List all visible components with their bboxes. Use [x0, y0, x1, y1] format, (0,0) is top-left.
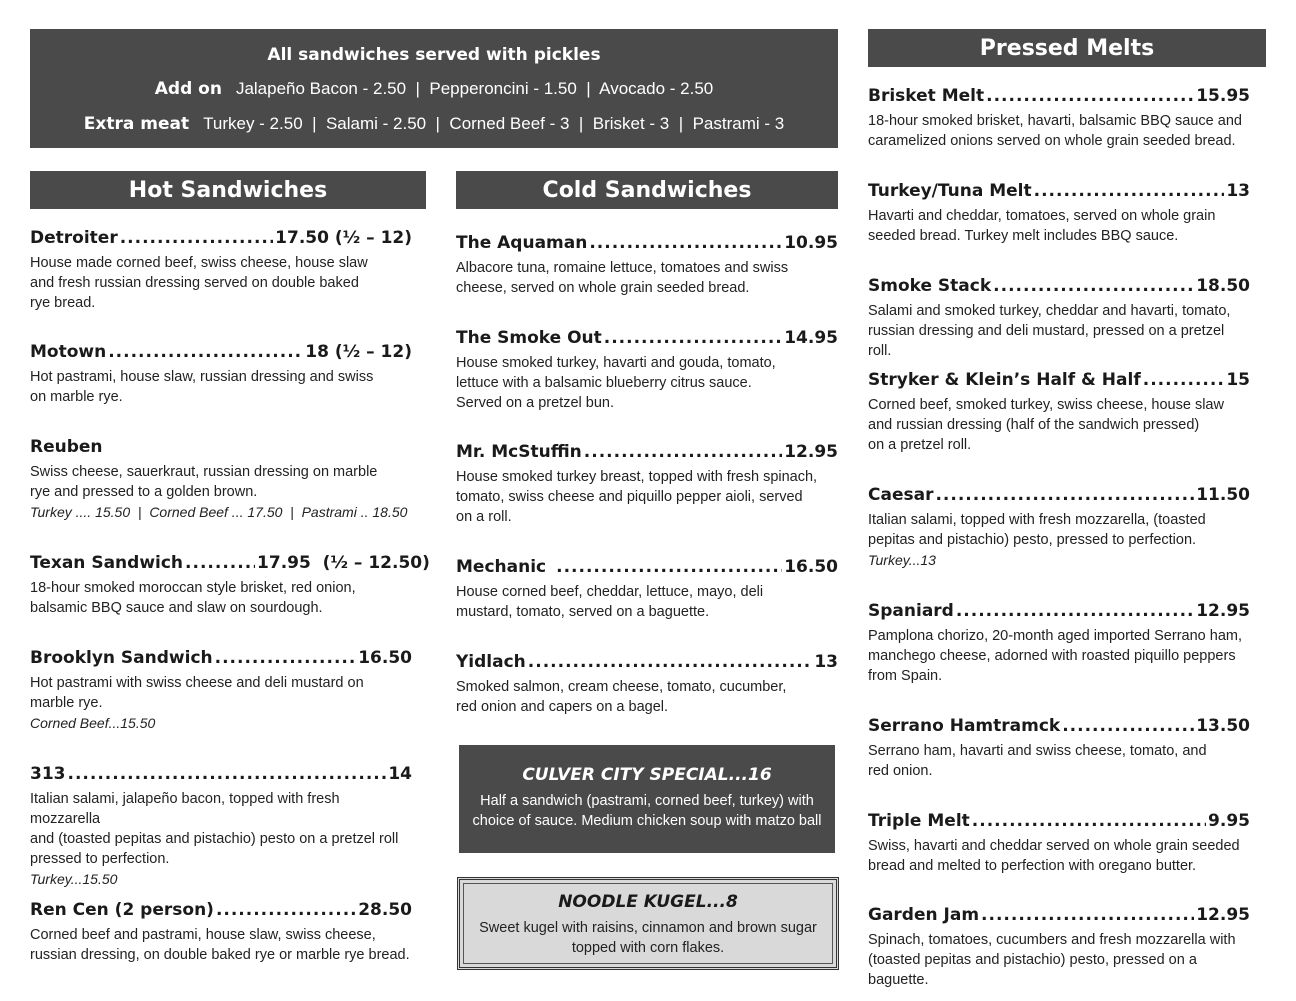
- menu-item-brisket-melt: [868, 86, 1250, 151]
- item-description: Havarti and cheddar, tomatoes, served on whole grain seeded bread. Turkey melt includes BBQ sauce.: [868, 208, 1216, 244]
- item-price: 12.95: [784, 442, 838, 462]
- kugel-description: Sweet kugel with raisins, cinnamon and brown sugar topped with corn flakes.: [479, 920, 817, 956]
- item-description: House smoked turkey, havarti and gouda, tomato, lettuce with a balsamic blueberry citrus sauce. Served on a pretzel bun.: [456, 355, 776, 411]
- item-price: 14.95: [784, 328, 838, 348]
- item-price: 13.50: [1196, 716, 1250, 736]
- item-description: Salami and smoked turkey, cheddar and havarti, tomato, russian dressing and deli mustard, pressed on a pretzel roll.: [868, 303, 1231, 359]
- item-name: Brooklyn Sandwich: [30, 648, 213, 668]
- menu-item-turkey-tuna-melt: [868, 181, 1250, 246]
- extra-meat-label: Extra meat: [83, 114, 190, 134]
- culver-city-special-box: [459, 745, 835, 853]
- addon-label: Add on: [154, 79, 222, 99]
- menu-item-serrano-hamtramck: [868, 716, 1250, 781]
- item-name: Mechanic: [456, 557, 547, 577]
- item-description: Albacore tuna, romaine lettuce, tomatoes and swiss cheese, served on whole grain seeded bread.: [456, 260, 789, 296]
- menu-item-the-aquaman: [456, 233, 838, 298]
- item-name: Ren Cen (2 person): [30, 900, 214, 920]
- item-name: The Smoke Out: [456, 328, 602, 348]
- noodle-kugel-box: [457, 877, 839, 970]
- item-name: Mr. McStuffin: [456, 442, 582, 462]
- item-name: Yidlach: [456, 652, 526, 672]
- menu-item-ren-cen: [30, 900, 412, 965]
- addon-line: [30, 79, 838, 99]
- item-price: 15: [1226, 370, 1250, 390]
- sides-info-box: [30, 29, 838, 148]
- menu-item-smoke-stack: [868, 276, 1250, 361]
- extra-meat-text: Turkey - 2.50 | Salami - 2.50 | Corned Beef - 3 | Brisket - 3 | Pastrami - 3: [203, 114, 785, 133]
- item-price: 12.95: [1196, 905, 1250, 925]
- menu-item-half-and-half: [868, 370, 1250, 455]
- item-description: Italian salami, topped with fresh mozzarella, (toasted pepitas and pistachio) pesto, pressed to perfection.: [868, 512, 1206, 548]
- menu-item-reuben: [30, 437, 430, 522]
- item-description: House corned beef, cheddar, lettuce, mayo, deli mustard, tomato, served on a baguette.: [456, 584, 764, 620]
- info-title: All sandwiches served with pickles: [267, 45, 601, 65]
- item-description: Italian salami, jalapeño bacon, topped with fresh mozzarella and (toasted pepitas and pistachio) pesto on a pretzel roll pressed to perfection.: [30, 791, 399, 867]
- item-description: Serrano ham, havarti and swiss cheese, tomato, and red onion.: [868, 743, 1207, 779]
- item-variant-price: Corned Beef...15.50: [30, 715, 156, 731]
- item-description: Swiss, havarti and cheddar served on whole grain seeded bread and melted to perfection with oregano butter.: [868, 838, 1240, 874]
- item-name: Triple Melt: [868, 811, 970, 831]
- menu-item-mechanic: [456, 557, 838, 622]
- item-variant-price: Turkey...13: [868, 552, 936, 568]
- hot-sandwiches-header: Hot Sandwiches: [30, 171, 426, 209]
- item-price: 9.95: [1208, 811, 1250, 831]
- cold-sandwiches-header: Cold Sandwiches: [456, 171, 838, 209]
- item-price: 16.50: [358, 648, 412, 668]
- menu-item-caesar: [868, 485, 1250, 570]
- item-description: Pamplona chorizo, 20-month aged imported Serrano ham, manchego cheese, adorned with roasted piquillo peppers from Spain.: [868, 628, 1242, 684]
- item-description: Swiss cheese, sauerkraut, russian dressing on marble rye and pressed to a golden brown.: [30, 464, 378, 500]
- item-price: 15.95: [1196, 86, 1250, 106]
- special-title: CULVER CITY SPECIAL...16: [522, 765, 772, 785]
- item-price: 12.95: [1196, 601, 1250, 621]
- special-description: Half a sandwich (pastrami, corned beef, turkey) with choice of sauce. Medium chicken soup with matzo ball: [472, 793, 822, 829]
- item-name: The Aquaman: [456, 233, 588, 253]
- item-price: 18 (½ – 12): [305, 342, 412, 362]
- item-name: Caesar: [868, 485, 934, 505]
- item-description: Smoked salmon, cream cheese, tomato, cucumber, red onion and capers on a bagel.: [456, 679, 787, 715]
- item-price: 17.95 (½ – 12.50): [257, 553, 430, 573]
- item-price: 14: [388, 764, 412, 784]
- item-description: Corned beef and pastrami, house slaw, swiss cheese, russian dressing, on double baked rye or marble rye bread.: [30, 927, 410, 963]
- item-price: 16.50: [784, 557, 838, 577]
- item-description: 18-hour smoked brisket, havarti, balsamic BBQ sauce and caramelized onions served on whole grain seeded bread.: [868, 113, 1242, 149]
- item-description: House made corned beef, swiss cheese, house slaw and fresh russian dressing served on double baked rye bread.: [30, 255, 368, 311]
- menu-item-spaniard: [868, 601, 1250, 686]
- item-name: Spaniard: [868, 601, 954, 621]
- item-name: Turkey/Tuna Melt: [868, 181, 1032, 201]
- item-description: Hot pastrami, house slaw, russian dressing and swiss on marble rye.: [30, 369, 374, 405]
- item-price: 18.50: [1196, 276, 1250, 296]
- item-name: 313: [30, 764, 66, 784]
- menu-item-brooklyn-sandwich: [30, 648, 412, 733]
- item-description: Corned beef, smoked turkey, swiss cheese, house slaw and russian dressing (half of the sandwich pressed) on a pretzel roll.: [868, 397, 1224, 453]
- item-description: House smoked turkey breast, topped with fresh spinach, tomato, swiss cheese and piquillo pepper aioli, served on a roll.: [456, 469, 818, 525]
- item-price: 13: [1226, 181, 1250, 201]
- item-name: Garden Jam: [868, 905, 980, 925]
- menu-item-detroiter: [30, 228, 412, 313]
- menu-item-the-smoke-out: [456, 328, 838, 413]
- kugel-title: NOODLE KUGEL...8: [558, 892, 738, 912]
- item-price: 10.95: [784, 233, 838, 253]
- item-name: Brisket Melt: [868, 86, 985, 106]
- item-name: Stryker & Klein’s Half & Half: [868, 370, 1141, 390]
- menu-item-313: [30, 764, 412, 889]
- item-name: Detroiter: [30, 228, 118, 248]
- extra-meat-line: [30, 114, 838, 134]
- item-description: Spinach, tomatoes, cucumbers and fresh mozzarella with (toasted pepitas and pistachio) pesto, pressed on a baguette.: [868, 932, 1236, 988]
- menu-item-motown: [30, 342, 412, 407]
- item-description: Hot pastrami with swiss cheese and deli mustard on marble rye.: [30, 675, 364, 711]
- addon-text: Jalapeño Bacon - 2.50 | Pepperoncini - 1.50 | Avocado - 2.50: [235, 79, 714, 98]
- item-name: Serrano Hamtramck: [868, 716, 1061, 736]
- item-description: 18-hour smoked moroccan style brisket, red onion, balsamic BBQ sauce and slaw on sourdough.: [30, 580, 356, 616]
- item-name: Reuben: [30, 437, 103, 457]
- menu-item-yidlach: [456, 652, 838, 717]
- menu-item-texan-sandwich: [30, 553, 430, 618]
- item-name: Motown: [30, 342, 107, 362]
- item-price: 11.50: [1196, 485, 1250, 505]
- item-name: Texan Sandwich: [30, 553, 184, 573]
- menu-item-garden-jam: [868, 905, 1250, 990]
- item-name: Smoke Stack: [868, 276, 992, 296]
- item-variant-price: Turkey...15.50: [30, 871, 118, 887]
- menu-item-mr-mcstuffin: [456, 442, 838, 527]
- item-variant-prices: Turkey .... 15.50 | Corned Beef ... 17.50 | Pastrami .. 18.50: [30, 504, 408, 520]
- item-price: 13: [814, 652, 838, 672]
- item-price: 17.50 (½ – 12): [275, 228, 412, 248]
- pressed-melts-header: Pressed Melts: [868, 29, 1266, 67]
- menu-item-triple-melt: [868, 811, 1250, 876]
- item-price: 28.50: [358, 900, 412, 920]
